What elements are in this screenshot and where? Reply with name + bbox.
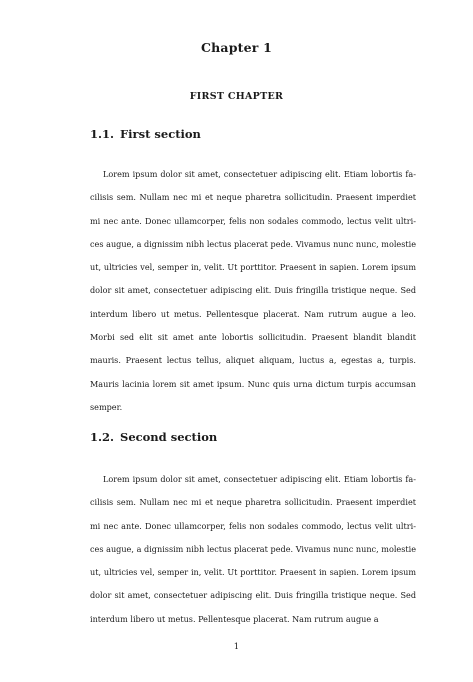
section-body-2 xyxy=(90,468,416,631)
section-heading-2 xyxy=(90,430,217,444)
page-number: 1 xyxy=(233,642,240,652)
section-title: Second section xyxy=(120,430,218,444)
section-title: First section xyxy=(120,127,201,141)
section-heading-1 xyxy=(90,127,201,141)
paragraph-text: Lorem ipsum dolor sit amet, consectetuer adipiscing elit. Etiam lobortis facilisis sem. Nullam nec mi et neque pharetra sollicitudin. Praesent imperdiet mi nec ante. Donec ullamcorper, felis non sodales commodo, lectus velit ultrices augue, a dignissim nibh lectus placerat pede. Vivamus nunc nunc, molestie ut, ultricies vel, semper in, velit. Ut porttitor. Praesent in sapien. Lorem ipsum dolor sit amet, consectetuer adipiscing elit. Duis fringilla tristique neque. Sed interdum libero ut metus. Pellentesque placerat. Nam rutrum augue a leo. Morbi sed elit sit amet ante lobortis sollicitudin. Praesent blandit blandit mauris. Praesent lectus tellus, aliquet aliquam, luctus a, egestas a, turpis. Mauris lacinia lorem sit amet ipsum. Nunc quis urna dictum turpis accumsan semper. xyxy=(90,169,416,412)
paragraph-text: Lorem ipsum dolor sit amet, consectetuer adipiscing elit. Etiam lobortis facilisis sem. Nullam nec mi et neque pharetra sollicitudin. Praesent imperdiet mi nec ante. Donec ullamcorper, felis non sodales commodo, lectus velit ultrices augue, a dignissim nibh lectus placerat pede. Vivamus nunc nunc, molestie ut, ultricies vel, semper in, velit. Ut porttitor. Praesent in sapien. Lorem ipsum dolor sit amet, consectetuer adipiscing elit. Duis fringilla tristique neque. Sed interdum libero ut metus. Pellentesque placerat. Nam rutrum augue a xyxy=(90,474,416,624)
section-number: 1.2. xyxy=(90,430,115,444)
section-number: 1.1. xyxy=(90,127,115,141)
section-body-1 xyxy=(90,163,416,419)
chapter-heading: Chapter 1 xyxy=(200,40,273,55)
chapter-title: FIRST CHAPTER xyxy=(189,91,284,102)
